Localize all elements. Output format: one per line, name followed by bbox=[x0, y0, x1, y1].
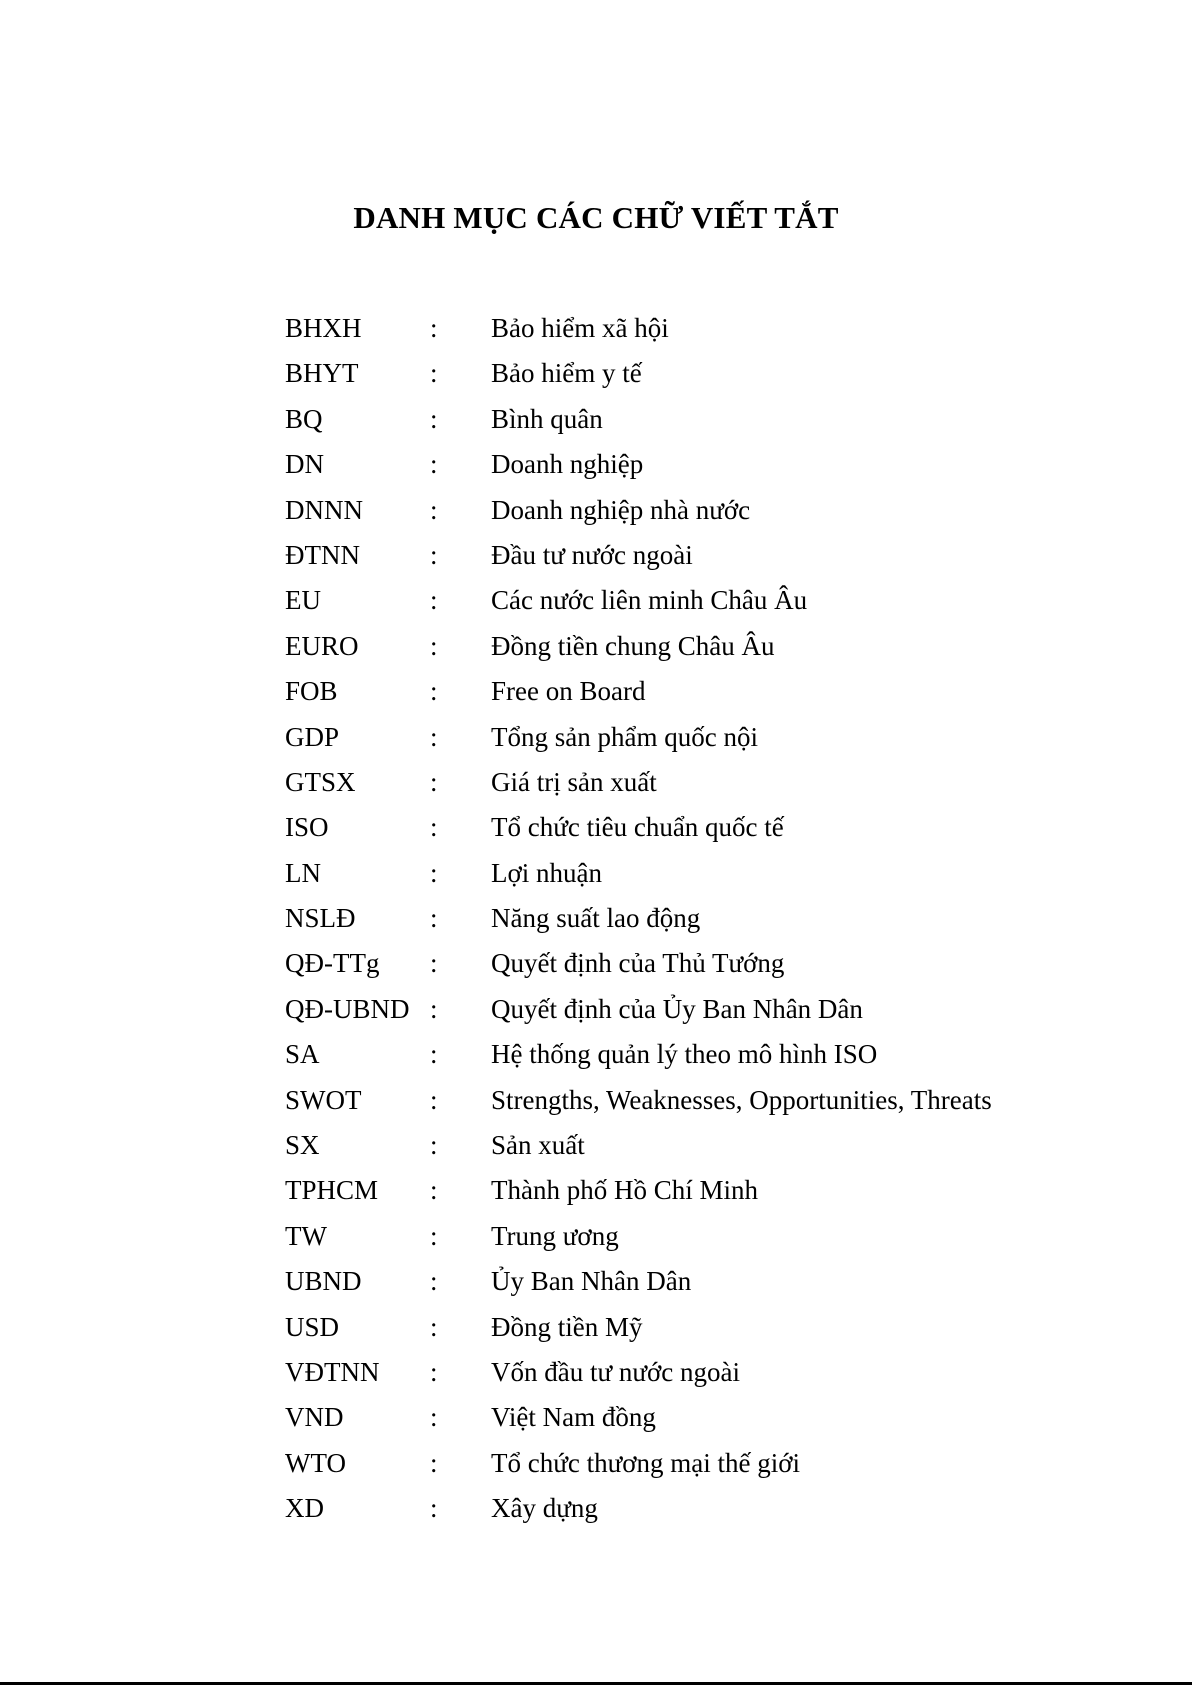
meaning: Hệ thống quản lý theo mô hình ISO bbox=[491, 1039, 878, 1070]
meaning: Giá trị sản xuất bbox=[491, 766, 657, 797]
list-item bbox=[285, 989, 1085, 1034]
list-item bbox=[285, 1170, 1085, 1215]
list-item bbox=[285, 308, 1085, 353]
meaning: Bảo hiểm xã hội bbox=[491, 313, 669, 343]
abbreviation: GTSX bbox=[285, 766, 356, 797]
list-item bbox=[285, 1080, 1085, 1125]
list-item bbox=[285, 444, 1085, 489]
list-item bbox=[285, 762, 1085, 807]
separator: : bbox=[430, 1039, 438, 1070]
list-item bbox=[285, 626, 1085, 671]
meaning: Free on Board bbox=[491, 676, 646, 707]
separator: : bbox=[430, 1266, 438, 1297]
abbreviation: BHYT bbox=[285, 358, 359, 389]
separator: : bbox=[430, 1130, 438, 1161]
abbreviation: ĐTNN bbox=[285, 539, 360, 570]
abbreviation: XD bbox=[285, 1493, 324, 1524]
abbreviation: QĐ-UBND bbox=[285, 993, 410, 1024]
meaning: Đầu tư nước ngoài bbox=[491, 539, 693, 570]
meaning: Đồng tiền Mỹ bbox=[491, 1311, 643, 1342]
list-item bbox=[285, 1261, 1085, 1306]
meaning: Thành phố Hồ Chí Minh bbox=[491, 1175, 758, 1206]
meaning: Tổng sản phẩm quốc nội bbox=[491, 721, 758, 752]
abbreviation: TW bbox=[285, 1220, 327, 1251]
list-item bbox=[285, 1488, 1085, 1533]
list-item bbox=[285, 898, 1085, 943]
meaning: Việt Nam đồng bbox=[491, 1402, 656, 1433]
meaning: Strengths, Weaknesses, Opportunities, Threats bbox=[491, 1084, 992, 1115]
list-item bbox=[285, 1397, 1085, 1442]
meaning: Ủy Ban Nhân Dân bbox=[491, 1266, 692, 1297]
meaning: Tổ chức tiêu chuẩn quốc tế bbox=[491, 812, 784, 843]
list-item bbox=[285, 943, 1085, 988]
abbreviation: EURO bbox=[285, 630, 359, 661]
separator: : bbox=[430, 1311, 438, 1342]
abbreviation: EU bbox=[285, 585, 321, 616]
abbreviation: BQ bbox=[285, 403, 323, 434]
separator: : bbox=[430, 313, 438, 343]
abbreviation: LN bbox=[285, 857, 321, 888]
separator: : bbox=[430, 630, 438, 661]
abbreviation: VND bbox=[285, 1402, 344, 1433]
separator: : bbox=[430, 721, 438, 752]
abbreviation: DN bbox=[285, 449, 324, 480]
meaning: Tổ chức thương mại thế giới bbox=[491, 1447, 801, 1478]
abbreviation: UBND bbox=[285, 1266, 362, 1297]
meaning: Quyết định của Thủ Tướng bbox=[491, 948, 785, 979]
abbreviation: SWOT bbox=[285, 1084, 362, 1115]
separator: : bbox=[430, 857, 438, 888]
separator: : bbox=[430, 676, 438, 707]
list-item bbox=[285, 1125, 1085, 1170]
abbreviation: ISO bbox=[285, 812, 329, 843]
list-item bbox=[285, 1216, 1085, 1261]
abbreviation: DNNN bbox=[285, 494, 363, 525]
meaning: Bảo hiểm y tế bbox=[491, 358, 642, 389]
separator: : bbox=[430, 358, 438, 389]
abbreviation: SA bbox=[285, 1039, 320, 1070]
list-item bbox=[285, 580, 1085, 625]
meaning: Bình quân bbox=[491, 403, 603, 434]
abbreviation: TPHCM bbox=[285, 1175, 379, 1206]
list-item bbox=[285, 853, 1085, 898]
abbreviation: QĐ-TTg bbox=[285, 948, 380, 979]
list-item bbox=[285, 1443, 1085, 1488]
abbreviation: GDP bbox=[285, 721, 340, 752]
separator: : bbox=[430, 1175, 438, 1206]
abbreviation: BHXH bbox=[285, 313, 362, 343]
separator: : bbox=[430, 1447, 438, 1478]
list-item bbox=[285, 1034, 1085, 1079]
meaning: Sản xuất bbox=[491, 1130, 585, 1161]
separator: : bbox=[430, 494, 438, 525]
meaning: Trung ương bbox=[491, 1220, 619, 1251]
separator: : bbox=[430, 812, 438, 843]
meaning: Đồng tiền chung Châu Âu bbox=[491, 630, 775, 661]
separator: : bbox=[430, 403, 438, 434]
abbreviation: WTO bbox=[285, 1447, 346, 1478]
separator: : bbox=[430, 1356, 438, 1387]
meaning: Doanh nghiệp bbox=[491, 449, 644, 480]
list-item bbox=[285, 535, 1085, 580]
meaning: Vốn đầu tư nước ngoài bbox=[491, 1356, 740, 1387]
separator: : bbox=[430, 1220, 438, 1251]
list-item bbox=[285, 1307, 1085, 1352]
separator: : bbox=[430, 948, 438, 979]
separator: : bbox=[430, 1402, 438, 1433]
abbreviation: SX bbox=[285, 1130, 320, 1161]
separator: : bbox=[430, 539, 438, 570]
list-item bbox=[285, 1352, 1085, 1397]
list-item bbox=[285, 353, 1085, 398]
meaning: Lợi nhuận bbox=[491, 857, 603, 888]
meaning: Năng suất lao động bbox=[491, 903, 701, 934]
meaning: Các nước liên minh Châu Âu bbox=[491, 585, 808, 616]
meaning: Doanh nghiệp nhà nước bbox=[491, 494, 751, 525]
abbreviation: USD bbox=[285, 1311, 340, 1342]
meaning: Quyết định của Ủy Ban Nhân Dân bbox=[491, 993, 863, 1024]
separator: : bbox=[430, 766, 438, 797]
separator: : bbox=[430, 1084, 438, 1115]
abbreviation-list bbox=[285, 308, 1085, 1534]
list-item bbox=[285, 807, 1085, 852]
list-item bbox=[285, 717, 1085, 762]
separator: : bbox=[430, 449, 438, 480]
list-item bbox=[285, 399, 1085, 444]
abbreviation: NSLĐ bbox=[285, 903, 356, 934]
abbreviation: FOB bbox=[285, 676, 338, 707]
list-item bbox=[285, 671, 1085, 716]
meaning: Xây dựng bbox=[491, 1493, 598, 1524]
separator: : bbox=[430, 1493, 438, 1524]
separator: : bbox=[430, 903, 438, 934]
separator: : bbox=[430, 993, 438, 1024]
list-item bbox=[285, 490, 1085, 535]
separator: : bbox=[430, 585, 438, 616]
abbreviation: VĐTNN bbox=[285, 1356, 380, 1387]
page-title: DANH MỤC CÁC CHỮ VIẾT TẮT bbox=[353, 200, 839, 235]
